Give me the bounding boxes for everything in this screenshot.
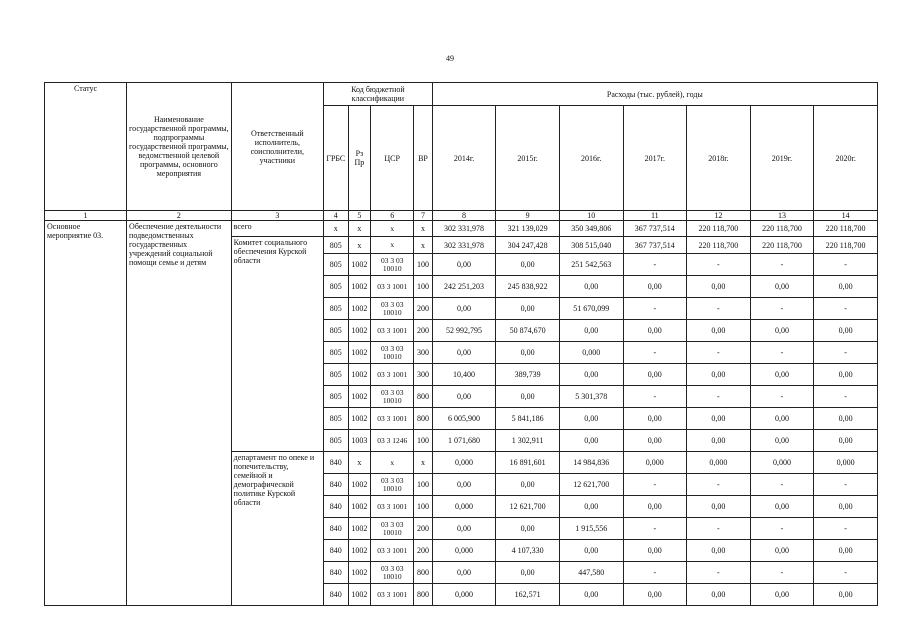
grbs-cell: 840 [323,540,348,562]
expense-cell: - [814,298,878,320]
header-vr: ВР [414,106,432,211]
grbs-cell: 840 [323,518,348,540]
expense-cell: 220 118,700 [814,221,878,237]
expense-cell: 0,00 [559,584,623,606]
expense-cell: - [687,386,751,408]
expense-cell: 0,00 [687,540,751,562]
header-budget-code: Код бюджетной классификации [323,83,432,106]
expense-cell: 0,00 [559,430,623,452]
rzpr-cell: 1002 [348,584,371,606]
column-number: 12 [687,211,751,221]
expense-cell: - [623,386,687,408]
rzpr-cell: x [348,452,371,474]
expense-cell: - [750,342,814,364]
expense-cell: 0,00 [750,320,814,342]
grbs-cell: 840 [323,474,348,496]
expense-cell: - [750,474,814,496]
expense-cell: - [814,342,878,364]
expense-cell: 0,000 [750,452,814,474]
header-year: 2014г. [432,106,496,211]
executor-committee: Комитет социального обеспечения Курской области [231,237,323,452]
vr-cell: 100 [414,474,432,496]
table-row [45,221,878,237]
column-number: 14 [814,211,878,221]
expense-cell: 0,00 [814,364,878,386]
grbs-cell: 805 [323,364,348,386]
rzpr-cell: 1002 [348,298,371,320]
expense-cell: - [750,518,814,540]
expense-cell: 0,00 [687,408,751,430]
header-executor: Ответственный исполнитель, соисполнители, участники [231,83,323,211]
vr-cell: 100 [414,276,432,298]
expense-cell: - [814,254,878,276]
expense-cell: 220 118,700 [750,237,814,254]
header-status: Статус [45,83,127,211]
column-number: 2 [127,211,232,221]
expense-cell: 0,000 [559,342,623,364]
expense-cell: 0,00 [750,276,814,298]
vr-cell: x [414,237,432,254]
grbs-cell: x [323,221,348,237]
expense-cell: 0,00 [814,584,878,606]
column-number: 13 [750,211,814,221]
csr-cell: 03 3 03 10010 [371,386,414,408]
expense-cell: - [750,386,814,408]
column-number: 6 [371,211,414,221]
rzpr-cell: 1002 [348,474,371,496]
expense-cell: - [814,474,878,496]
csr-cell: x [371,452,414,474]
expense-cell: 0,00 [750,408,814,430]
expense-cell: - [814,518,878,540]
rzpr-cell: 1003 [348,430,371,452]
expense-cell: - [687,518,751,540]
expense-cell: 0,000 [687,452,751,474]
expenses-table [44,82,878,606]
expense-cell: 0,00 [623,408,687,430]
column-number: 10 [559,211,623,221]
expense-cell: 251 542,563 [559,254,623,276]
vr-cell: 100 [414,496,432,518]
csr-cell: 03 3 1001 [371,408,414,430]
expense-cell: 0,00 [432,298,496,320]
expense-cell: 447,580 [559,562,623,584]
grbs-cell: 805 [323,237,348,254]
csr-cell: 03 3 1001 [371,320,414,342]
column-number: 4 [323,211,348,221]
expense-cell: 12 621,700 [496,496,560,518]
expense-cell: 220 118,700 [687,221,751,237]
expense-cell: 350 349,806 [559,221,623,237]
expense-cell: 0,00 [814,276,878,298]
vr-cell: 100 [414,254,432,276]
csr-cell: 03 3 1246 [371,430,414,452]
csr-cell: 03 3 03 10010 [371,562,414,584]
rzpr-cell: 1002 [348,518,371,540]
expense-cell: 50 874,670 [496,320,560,342]
expense-cell: 0,00 [623,584,687,606]
vr-cell: 200 [414,518,432,540]
expense-cell: 0,00 [623,320,687,342]
header-year: 2020г. [814,106,878,211]
expense-cell: - [623,342,687,364]
vr-cell: 800 [414,584,432,606]
expense-cell: 51 670,099 [559,298,623,320]
expense-cell: 0,00 [432,562,496,584]
expense-cell: 0,00 [750,584,814,606]
expense-cell: - [814,386,878,408]
expense-cell: - [623,254,687,276]
grbs-cell: 805 [323,430,348,452]
grbs-cell: 805 [323,276,348,298]
expense-cell: 0,000 [814,452,878,474]
vr-cell: x [414,221,432,237]
vr-cell: 300 [414,342,432,364]
header-csr: ЦСР [371,106,414,211]
vr-cell: x [414,452,432,474]
expense-cell: - [687,342,751,364]
vr-cell: 800 [414,408,432,430]
expense-cell: 367 737,514 [623,221,687,237]
expense-cell: - [623,474,687,496]
csr-cell: 03 3 03 10010 [371,518,414,540]
vr-cell: 300 [414,364,432,386]
expense-cell: 0,00 [750,364,814,386]
expense-cell: 0,00 [559,364,623,386]
csr-cell: 03 3 03 10010 [371,298,414,320]
expense-cell: 16 891,601 [496,452,560,474]
expense-cell: 0,00 [432,518,496,540]
expense-cell: 0,00 [623,540,687,562]
grbs-cell: 805 [323,386,348,408]
column-number: 3 [231,211,323,221]
expense-cell: 220 118,700 [750,221,814,237]
grbs-cell: 840 [323,584,348,606]
expense-cell: 0,00 [559,320,623,342]
expense-cell: 0,00 [559,408,623,430]
expense-cell: 302 331,978 [432,221,496,237]
header-year: 2017г. [623,106,687,211]
expense-cell: 389,739 [496,364,560,386]
expense-cell: 0,000 [432,452,496,474]
column-number: 7 [414,211,432,221]
expense-cell: 14 984,836 [559,452,623,474]
expense-cell: 0,00 [750,430,814,452]
expense-cell: 0,00 [623,364,687,386]
expense-cell: 321 139,029 [496,221,560,237]
expense-cell: 52 992,795 [432,320,496,342]
expense-cell: 0,00 [559,540,623,562]
vr-cell: 100 [414,430,432,452]
rzpr-cell: 1002 [348,562,371,584]
expense-cell: 0,00 [496,562,560,584]
grbs-cell: 805 [323,254,348,276]
rzpr-cell: 1002 [348,342,371,364]
vr-cell: 800 [414,562,432,584]
header-expenses: Расходы (тыс. рублей), годы [432,83,877,106]
vr-cell: 200 [414,320,432,342]
expense-cell: 242 251,203 [432,276,496,298]
rzpr-cell: 1002 [348,386,371,408]
expense-cell: 5 301,378 [559,386,623,408]
executor-total: всего [231,221,323,237]
executor-department: департамент по опеке и попечительству, семейной и демографической политике Курской области [231,452,323,606]
rzpr-cell: 1002 [348,276,371,298]
rzpr-cell: 1002 [348,364,371,386]
csr-cell: 03 3 1001 [371,584,414,606]
grbs-cell: 805 [323,342,348,364]
header-year: 2019г. [750,106,814,211]
header-rzpr: Рз Пр [348,106,371,211]
expense-cell: 10,400 [432,364,496,386]
expense-cell: 0,00 [559,276,623,298]
expense-cell: 0,00 [814,496,878,518]
expense-cell: 0,00 [432,254,496,276]
expense-cell: 0,00 [687,364,751,386]
rzpr-cell: x [348,237,371,254]
expense-cell: - [623,518,687,540]
expense-cell: 0,00 [496,474,560,496]
expense-cell: 304 247,428 [496,237,560,254]
expense-cell: 0,00 [687,584,751,606]
status-cell: Основное мероприятие 03. [45,221,127,606]
header-year: 2015г. [496,106,560,211]
csr-cell: 03 3 1001 [371,540,414,562]
expense-cell: - [687,562,751,584]
expense-cell: 1 302,911 [496,430,560,452]
expense-cell: 0,00 [814,430,878,452]
expense-cell: 12 621,700 [559,474,623,496]
grbs-cell: 840 [323,452,348,474]
expense-cell: 0,00 [687,276,751,298]
grbs-cell: 840 [323,496,348,518]
column-number: 8 [432,211,496,221]
column-number: 1 [45,211,127,221]
column-number: 5 [348,211,371,221]
csr-cell: x [371,237,414,254]
rzpr-cell: 1002 [348,408,371,430]
expense-cell: - [687,298,751,320]
expense-cell: 220 118,700 [814,237,878,254]
expense-cell: 0,00 [623,276,687,298]
expense-cell: - [750,298,814,320]
expense-cell: 1 071,680 [432,430,496,452]
expense-cell: 0,00 [496,386,560,408]
grbs-cell: 805 [323,320,348,342]
rzpr-cell: x [348,221,371,237]
csr-cell: 03 3 1001 [371,496,414,518]
expense-cell: 162,571 [496,584,560,606]
csr-cell: x [371,221,414,237]
expense-cell: 5 841,186 [496,408,560,430]
expense-cell: 0,00 [432,386,496,408]
rzpr-cell: 1002 [348,320,371,342]
header-grbs: ГРБС [323,106,348,211]
expense-cell: 0,00 [687,320,751,342]
header-year: 2018г. [687,106,751,211]
grbs-cell: 805 [323,408,348,430]
expense-cell: 0,00 [496,298,560,320]
expense-cell: 0,00 [432,474,496,496]
expense-cell: 0,00 [814,320,878,342]
expense-cell: 1 915,556 [559,518,623,540]
expense-cell: 0,00 [623,496,687,518]
expense-cell: 0,00 [750,540,814,562]
expense-cell: 308 515,040 [559,237,623,254]
expense-cell: 6 005,900 [432,408,496,430]
header-year: 2016г. [559,106,623,211]
expense-cell: - [750,254,814,276]
expense-cell: 0,000 [432,540,496,562]
expense-cell: 367 737,514 [623,237,687,254]
vr-cell: 800 [414,386,432,408]
expense-cell: - [750,562,814,584]
expense-cell: 0,000 [623,452,687,474]
expense-cell: - [623,298,687,320]
vr-cell: 200 [414,540,432,562]
header-name: Наименование государственной программы, подпрограммы государственной программы, ведомственной целевой программы, основного мероприятия [127,83,232,211]
expense-cell: 0,00 [750,496,814,518]
vr-cell: 200 [414,298,432,320]
expense-cell: 4 107,330 [496,540,560,562]
column-number: 11 [623,211,687,221]
expense-cell: 0,00 [559,496,623,518]
csr-cell: 03 3 1001 [371,364,414,386]
expense-cell: 0,00 [623,430,687,452]
page-number: 49 [446,54,454,63]
expense-cell: - [814,562,878,584]
expense-cell: 0,00 [496,254,560,276]
expense-cell: 0,00 [687,496,751,518]
expense-cell: 220 118,700 [687,237,751,254]
expense-cell: 0,00 [496,342,560,364]
expense-cell: - [687,474,751,496]
expense-cell: 245 838,922 [496,276,560,298]
csr-cell: 03 3 03 10010 [371,342,414,364]
expense-cell: 0,00 [814,540,878,562]
csr-cell: 03 3 03 10010 [371,254,414,276]
program-name-cell: Обеспечение деятельности подведомственных государственных учреждений социальной помощи семье и детям [127,221,232,606]
expense-cell: 302 331,978 [432,237,496,254]
expense-cell: 0,00 [432,342,496,364]
column-number: 9 [496,211,560,221]
rzpr-cell: 1002 [348,540,371,562]
expense-cell: 0,00 [687,430,751,452]
expense-cell: - [687,254,751,276]
expense-cell: 0,00 [814,408,878,430]
expense-cell: 0,000 [432,584,496,606]
expense-cell: 0,00 [496,518,560,540]
expense-cell: - [623,562,687,584]
csr-cell: 03 3 03 10010 [371,474,414,496]
expense-cell: 0,000 [432,496,496,518]
grbs-cell: 805 [323,298,348,320]
rzpr-cell: 1002 [348,496,371,518]
grbs-cell: 840 [323,562,348,584]
csr-cell: 03 3 1001 [371,276,414,298]
rzpr-cell: 1002 [348,254,371,276]
